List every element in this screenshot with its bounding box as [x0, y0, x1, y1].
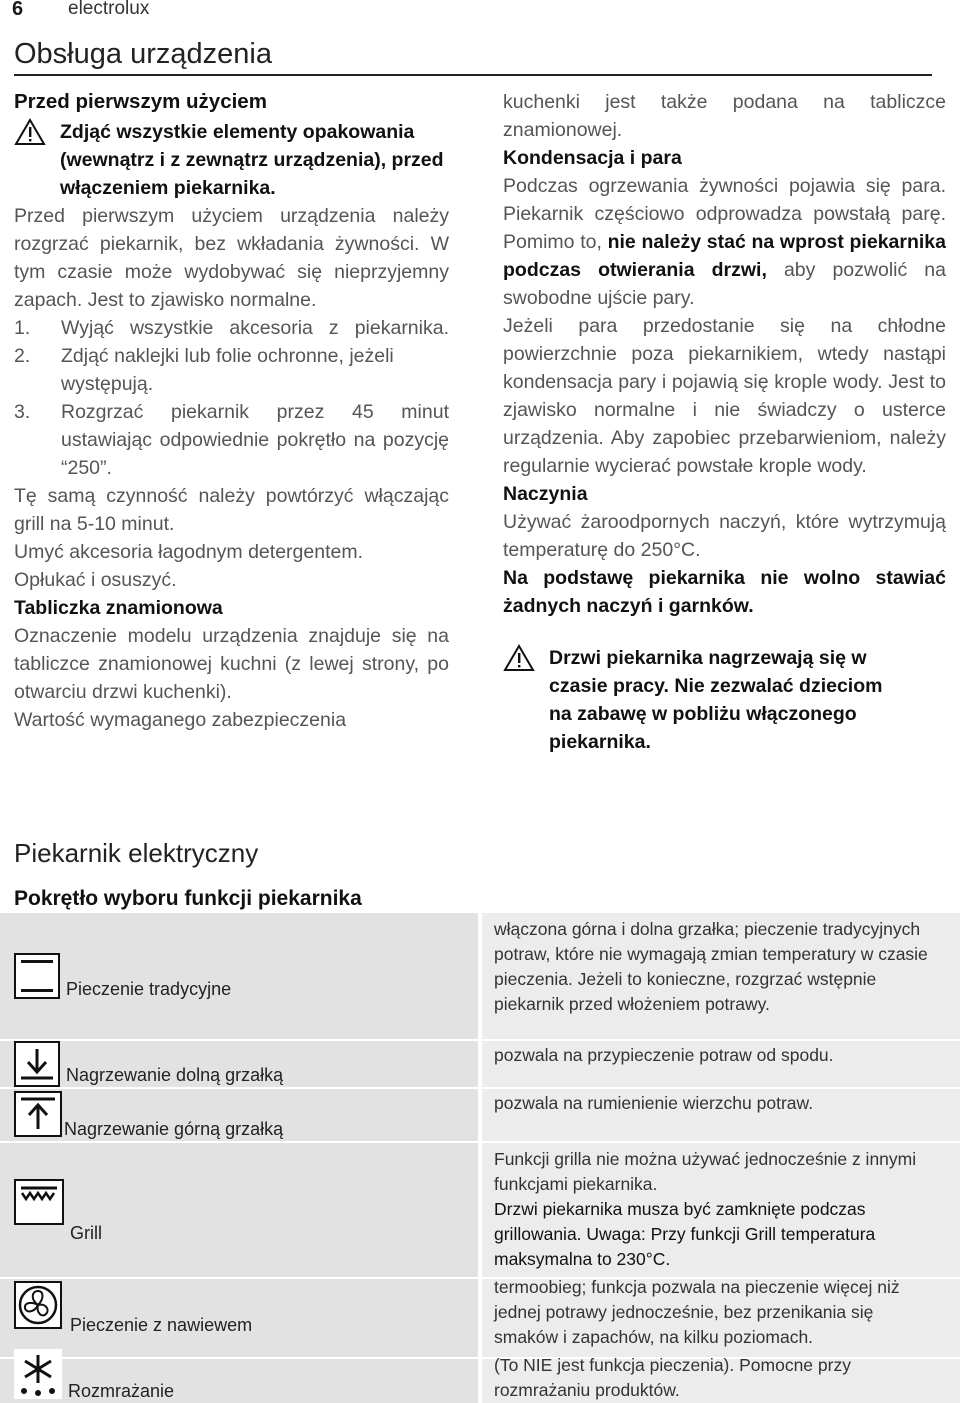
plate-continuation: kuchenki jest także podana na tabliczce znamionowej. — [503, 91, 946, 141]
conventional-heat-icon — [14, 953, 60, 999]
function-description: (To NIE jest funkcja pieczenia). Pomocne przy rozmrażaniu produktów. — [494, 1355, 851, 1400]
step-number: 2. — [14, 345, 31, 367]
page-title: Obsługa urządzenia — [14, 38, 272, 70]
function-description: pozwala na przypieczenie potraw od spodu. — [494, 1045, 834, 1065]
condensation-text-3: Jeżeli para przedostanie się na chłodne powierzchnie poza piekarnikiem, wtedy nastąpi kondensacja pary i pojawią się krople wody. Jest to zjawisko normalne i nie świadczy o usterce urządzenia. Aby zapobiec przebarwieniom, należy regularnie wycierać powstałe krople wody. — [503, 315, 946, 477]
step-2 — [14, 342, 449, 398]
rinse-text: Opłukać i osuszyć. — [14, 569, 177, 591]
grill-repeat-text: Tę samą czynność należy powtórzyć włączając grill na 5-10 minut. — [14, 485, 449, 535]
defrost-icon — [14, 1349, 62, 1399]
step-text: Rozgrzać piekarnik przez 45 minut ustawiając odpowiednie pokrętło na pozycję “250”. — [61, 401, 449, 479]
function-description: włączona górna i dolna grzałka; pieczenie tradycyjnych potraw, które nie wymagają zmian temperatury w czasie pieczenia. Jeżeli to konieczne, rozgrzać wstępnie piekarnik przed włożeniem potrawy. — [494, 919, 928, 1014]
rating-plate-heading: Tabliczka znamionowa — [14, 597, 223, 619]
fan-icon — [14, 1281, 62, 1329]
rating-plate-text: Oznaczenie modelu urządzenia znajduje się na tabliczce znamionowej kuchni (z lewej strony, po otwarciu drzwi kuchenki). — [14, 625, 449, 703]
function-row-bottom-heat — [0, 1041, 960, 1089]
wash-text: Umyć akcesoria łagodnym detergentem. — [14, 541, 363, 563]
function-row-grill — [0, 1143, 960, 1279]
function-row-conventional — [0, 913, 960, 1041]
warning-icon — [14, 118, 60, 202]
function-name: Pieczenie z nawiewem — [70, 1315, 253, 1335]
grill-icon — [14, 1179, 64, 1225]
function-name: Pieczenie tradycyjne — [66, 979, 232, 999]
condensation-heading: Kondensacja i para — [503, 147, 682, 169]
condensation-text-2: aby pozwolić na swobodne ujście pary. — [503, 259, 946, 309]
grill-description-1: Funkcji grilla nie można używać jednocześnie z innymi funkcjami piekarnika. — [494, 1149, 917, 1194]
function-name: Grill — [70, 1223, 102, 1243]
cookware-warning: Na podstawę piekarnika nie wolno stawiać żadnych naczyń i garnków. — [503, 567, 946, 617]
cookware-text: Używać żaroodpornych naczyń, które wytrzymują temperaturę do 250°C. — [503, 511, 946, 561]
packaging-warning-text: Zdjąć wszystkie elementy opakowania (wewnątrz i z zewnątrz urządzenia), przed włączeniem piekarnika. — [60, 121, 444, 199]
function-name: Rozmrażanie — [68, 1381, 175, 1401]
top-heat-icon — [14, 1091, 62, 1137]
function-name: Nagrzewanie dolną grzałką — [66, 1065, 284, 1085]
function-description — [494, 1147, 939, 1272]
bottom-heat-icon — [14, 1041, 60, 1087]
before-first-use-heading: Przed pierwszym użyciem — [14, 90, 267, 113]
function-knob-heading: Pokrętło wyboru funkcji piekarnika — [14, 887, 362, 910]
title-rule — [14, 74, 932, 76]
warning-icon — [503, 644, 549, 756]
function-row-top-heat — [0, 1089, 960, 1143]
function-description: termoobieg; funkcja pozwala na pieczenie więcej niż jednej potrawy jednocześnie, bez przenikania się smaków i zapachów, na kilku poziomach. — [494, 1277, 900, 1347]
condensation-text-1: Podczas ogrzewania żywności pojawia się para. Piekarnik częściowo odprowadza powstałą parę. Pomimo to, — [503, 175, 946, 253]
step-number: 3. — [14, 401, 31, 423]
step-text: Wyjąć wszystkie akcesoria z piekarnika. — [61, 317, 449, 339]
condensation-text — [503, 172, 946, 312]
step-number: 1. — [14, 317, 31, 339]
function-row-defrost — [0, 1355, 960, 1403]
step-3 — [14, 398, 449, 482]
page-number: 6 — [12, 0, 24, 20]
right-column — [503, 88, 946, 756]
cookware-heading: Naczynia — [503, 483, 588, 505]
packaging-warning — [14, 118, 449, 202]
grill-description-2: Drzwi piekarnika musza być zamknięte podczas grillowania. Uwaga: Przy funkcji Grill temperatura maksymalna to 230°C. — [494, 1199, 876, 1269]
step-1 — [14, 314, 449, 342]
function-description: pozwala na rumienienie wierzchu potraw. — [494, 1093, 814, 1113]
function-row-fan — [0, 1279, 960, 1359]
fuse-text: Wartość wymaganego zabezpieczenia — [14, 709, 347, 731]
first-use-intro: Przed pierwszym użyciem urządzenia należy rozgrzać piekarnik, bez wkładania żywności. W tym czasie może wydobywać się nieprzyjemny zapach. Jest to zjawisko normalne. — [14, 205, 449, 311]
door-hot-warning — [503, 644, 946, 756]
brand-name: electrolux — [68, 0, 150, 19]
function-name: Nagrzewanie górną grzałką — [64, 1119, 284, 1139]
condensation-warning-bold: nie należy stać na wprost piekarnika podczas otwierania drzwi, — [503, 231, 946, 281]
step-text: Zdjąć naklejki lub folie ochronne, jeżeli występują. — [61, 345, 394, 395]
left-column — [14, 88, 449, 734]
door-hot-warning-text: Drzwi piekarnika nagrzewają się w czasie pracy. Nie zezwalać dzieciom na zabawę w pobliżu włączonego piekarnika. — [549, 647, 883, 753]
section-title-electric-oven: Piekarnik elektryczny — [14, 838, 259, 868]
